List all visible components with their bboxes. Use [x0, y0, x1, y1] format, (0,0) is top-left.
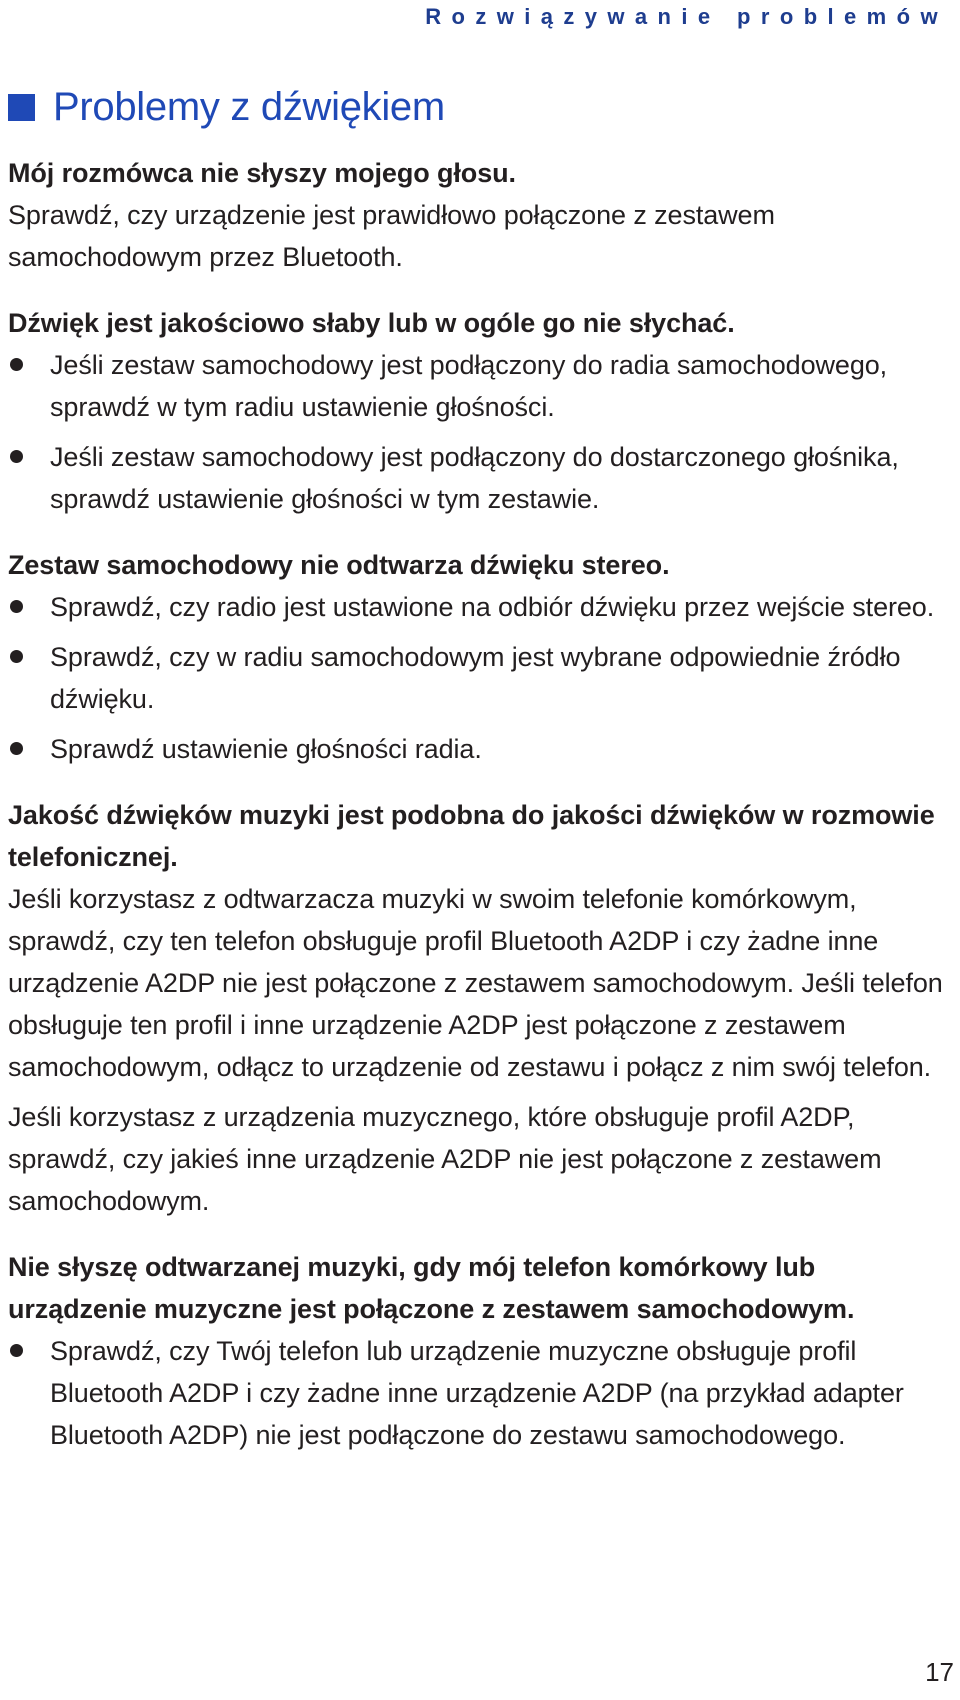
bullet-icon [10, 450, 23, 463]
bullet-text: Jeśli zestaw samochodowy jest podłączony do radia samochodowego, sprawdź w tym radiu ustawienie głośności. [50, 350, 888, 422]
bullet-text: Sprawdź, czy Twój telefon lub urządzenie muzyczne obsługuje profil Bluetooth A2DP i czy żadne inne urządzenie A2DP (na przykład adapter Bluetooth A2DP) nie jest podłączone do zestawu samochodowego. [50, 1336, 904, 1450]
question: Nie słyszę odtwarzanej muzyki, gdy mój telefon komórkowy lub urządzenie muzyczne jest połączone z zestawem samochodowym. [8, 1252, 855, 1324]
bullet-text: Sprawdź, czy w radiu samochodowym jest wybrane odpowiednie źródło dźwięku. [50, 642, 901, 714]
question: Mój rozmówca nie słyszy mojego głosu. [8, 158, 516, 188]
bullet-text: Jeśli zestaw samochodowy jest podłączony do dostarczonego głośnika, sprawdź ustawienie głośności w tym zestawie. [50, 442, 899, 514]
bullet-icon [10, 650, 23, 663]
bullet-text: Sprawdź ustawienie głośności radia. [50, 734, 482, 764]
bullet-list [8, 344, 948, 520]
bullet-item [8, 1330, 948, 1456]
answer: Sprawdź, czy urządzenie jest prawidłowo połączone z zestawem samochodowym przez Bluetooth. [8, 200, 775, 272]
bullet-item [8, 636, 948, 720]
section-title-text: Problemy z dźwiękiem [53, 84, 445, 129]
bullet-item [8, 344, 948, 428]
question: Jakość dźwięków muzyki jest podobna do jakości dźwięków w rozmowie telefonicznej. [8, 800, 935, 872]
bullet-item [8, 586, 948, 628]
page-number: 17 [925, 1657, 954, 1687]
answer-paragraph: Jeśli korzystasz z urządzenia muzycznego, które obsługuje profil A2DP, sprawdź, czy jakieś inne urządzenie A2DP nie jest połączone z zestawem samochodowym. [8, 1102, 882, 1216]
bullet-list [8, 1330, 948, 1456]
blue-square-icon [8, 94, 35, 121]
question: Zestaw samochodowy nie odtwarza dźwięku stereo. [8, 550, 670, 580]
bullet-icon [10, 742, 23, 755]
answer-paragraph: Jeśli korzystasz z odtwarzacza muzyki w swoim telefonie komórkowym, sprawdź, czy ten telefon obsługuje profil Bluetooth A2DP i czy żadne inne urządzenie A2DP nie jest połączone z zestawem samochodowym. Jeśli telefon obsługuje ten profil i inne urządzenie A2DP jest połączone z zestawem samochodowym, odłącz to urządzenie od zestawu i połącz z nim swój telefon. [8, 884, 943, 1082]
bullet-icon [10, 358, 23, 371]
faq-block-sound-quality [8, 302, 948, 520]
faq-block-voice [8, 152, 948, 278]
faq-block-stereo [8, 544, 948, 770]
bullet-item [8, 436, 948, 520]
bullet-text: Sprawdź, czy radio jest ustawione na odbiór dźwięku przez wejście stereo. [50, 592, 935, 622]
section-title [8, 82, 948, 132]
faq-block-no-music [8, 1246, 948, 1456]
running-header: Rozwiązywanie problemów [425, 4, 948, 29]
bullet-icon [10, 600, 23, 613]
bullet-icon [10, 1344, 23, 1357]
faq-block-music-quality [8, 794, 948, 1222]
bullet-list [8, 586, 948, 770]
bullet-item [8, 728, 948, 770]
question: Dźwięk jest jakościowo słaby lub w ogóle go nie słychać. [8, 308, 735, 338]
page-content [8, 82, 948, 1480]
